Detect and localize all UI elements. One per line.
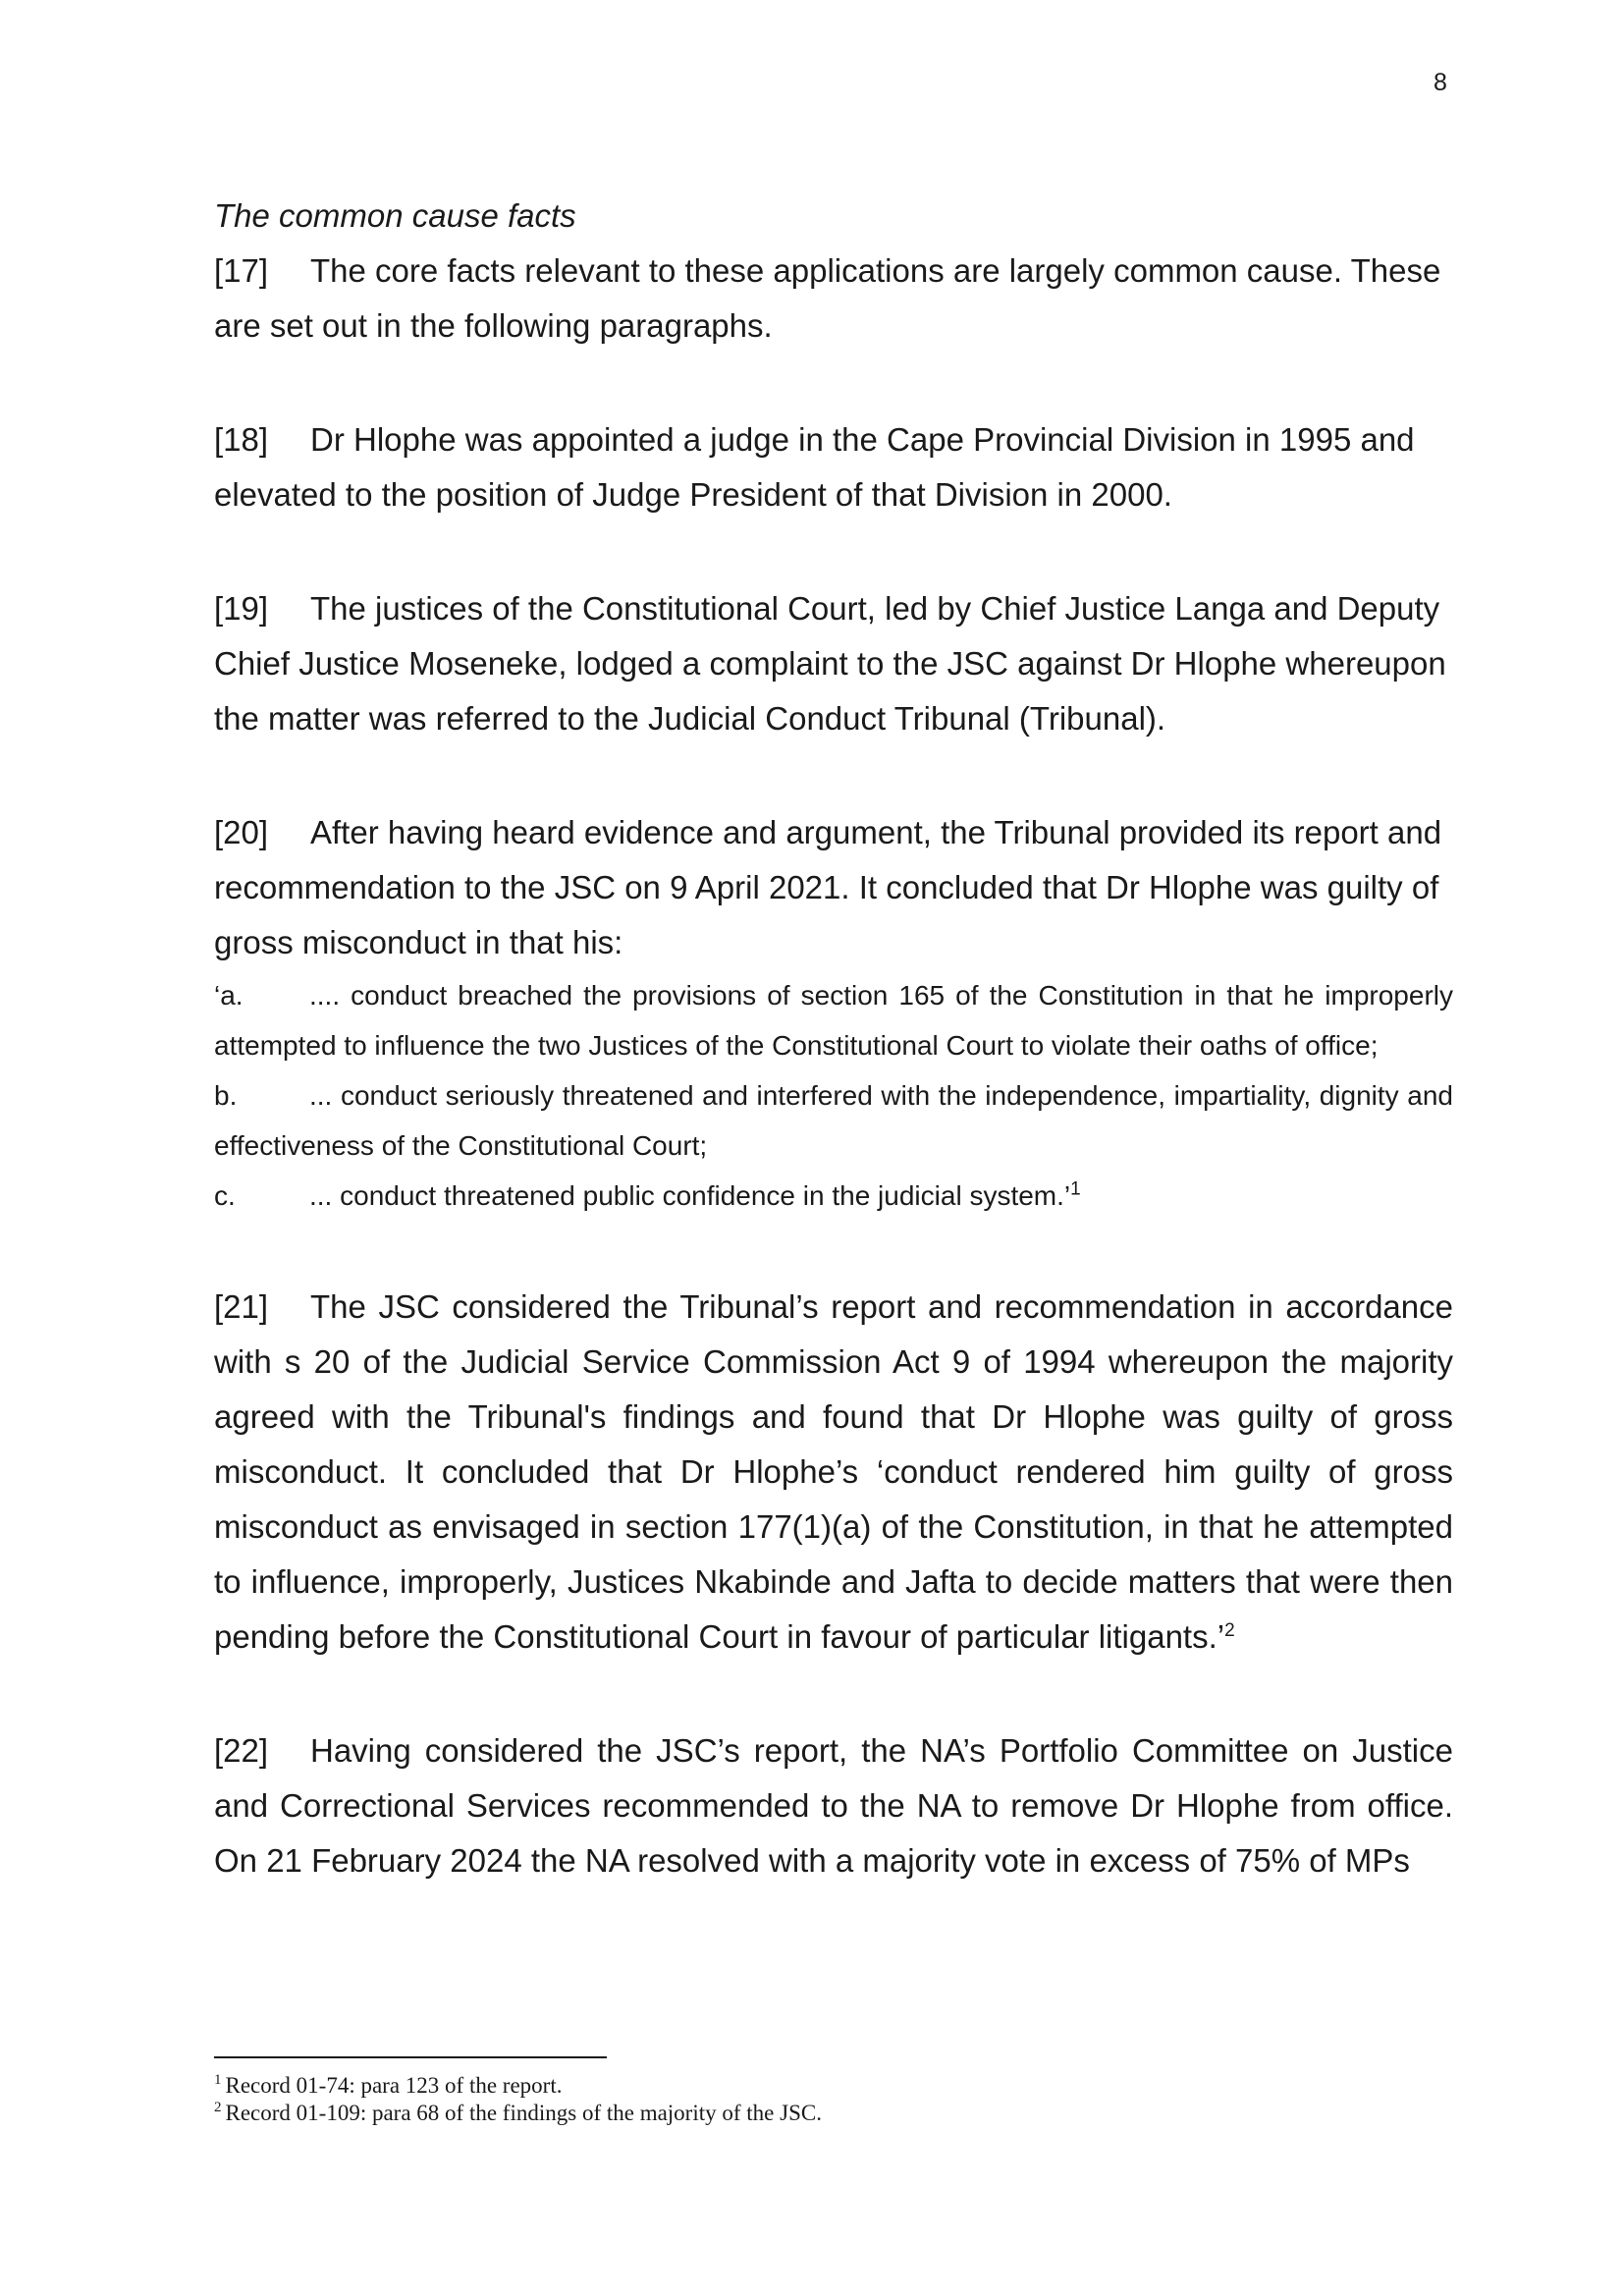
section-heading: The common cause facts [214,197,576,234]
paragraph-22 [214,1723,1453,1888]
paragraph-number: [17] [214,252,269,289]
footnote-separator [214,2056,607,2058]
paragraph-text: The JSC considered the Tribunal’s report and recommendation in accordance with s 20 of the Judicial Service Commission Act 9 of 1994 whereupon the majority agreed with the Tribunal's findings and found that Dr Hlophe was guilty of gross misconduct. It concluded that Dr Hlophe’s ‘conduct rendered him guilty of gross misconduct as envisaged in section 177(1)(a) of the Constitution, in that he attempted to influence, improperly, Justices Nkabinde and Jafta to decide matters that were then pending before the Constitutional Court in favour of particular litigants.’ [214,1288,1453,1655]
footnote-reference-1[interactable]: 1 [1070,1178,1081,1200]
page-number: 8 [1434,69,1447,96]
quote-item-text: ... conduct seriously threatened and interfered with the independence, impartiality, dignity and effectiveness of the Constitutional Court; [214,1080,1453,1161]
paragraph-text: After having heard evidence and argument, the Tribunal provided its report and recommendation to the JSC on 9 April 2021. It concluded that Dr Hlophe was guilty of gross misconduct in that his: [214,814,1442,960]
footnote-number: 2 [214,2100,222,2116]
paragraph-17 [214,244,1453,354]
paragraph-number: [20] [214,814,269,850]
paragraph-text: The core facts relevant to these applications are largely common cause. These are set out in the following paragraphs. [214,252,1441,344]
paragraph-text: Dr Hlophe was appointed a judge in the Cape Provincial Division in 1995 and elevated to the position of Judge President of that Division in 2000. [214,421,1415,513]
paragraph-number: [22] [214,1732,269,1769]
quote-item-a [214,970,1453,1070]
paragraph-text: Having considered the JSC’s report, the NA’s Portfolio Committee on Justice and Correctional Services recommended to the NA to remove Dr Hlophe from office. On 21 February 2024 the NA resolved with a majority vote in excess of 75% of MPs [214,1732,1453,1879]
paragraph-21 [214,1280,1453,1665]
document-body [214,189,1453,1888]
quote-item-label: b. [214,1080,238,1111]
quote-item-text: .... conduct breached the provisions of section 165 of the Constitution in that he improperly attempted to influence the two Justices of the Constitutional Court to violate their oaths of office; [214,980,1453,1061]
footnotes [214,2056,1453,2127]
quote-item-c [214,1171,1453,1221]
footnote-reference-2[interactable]: 2 [1224,1620,1235,1641]
paragraph-number: [19] [214,590,269,627]
paragraph-19 [214,581,1453,746]
quoted-findings [214,970,1453,1221]
paragraph-text: The justices of the Constitutional Court, led by Chief Justice Langa and Deputy Chief Justice Moseneke, lodged a complaint to the JSC against Dr Hlophe whereupon the matter was referred to the Judicial Conduct Tribunal (Tribunal). [214,590,1446,737]
paragraph-number: [21] [214,1288,269,1325]
paragraph-20 [214,805,1453,970]
quote-item-label: c. [214,1180,236,1211]
paragraph-number: [18] [214,421,269,458]
quote-item-label: ‘a. [214,980,243,1011]
footnote-number: 1 [214,2072,222,2089]
footnote-text: Record 01-74: para 123 of the report. [225,2073,563,2098]
quote-item-text: ... conduct threatened public confidence in the judicial system.’ [309,1180,1071,1211]
paragraph-18 [214,412,1453,522]
footnote-2 [214,2100,1453,2127]
footnote-1 [214,2072,1453,2100]
footnote-text: Record 01-109: para 68 of the findings of the majority of the JSC. [225,2101,822,2125]
quote-item-b [214,1070,1453,1171]
